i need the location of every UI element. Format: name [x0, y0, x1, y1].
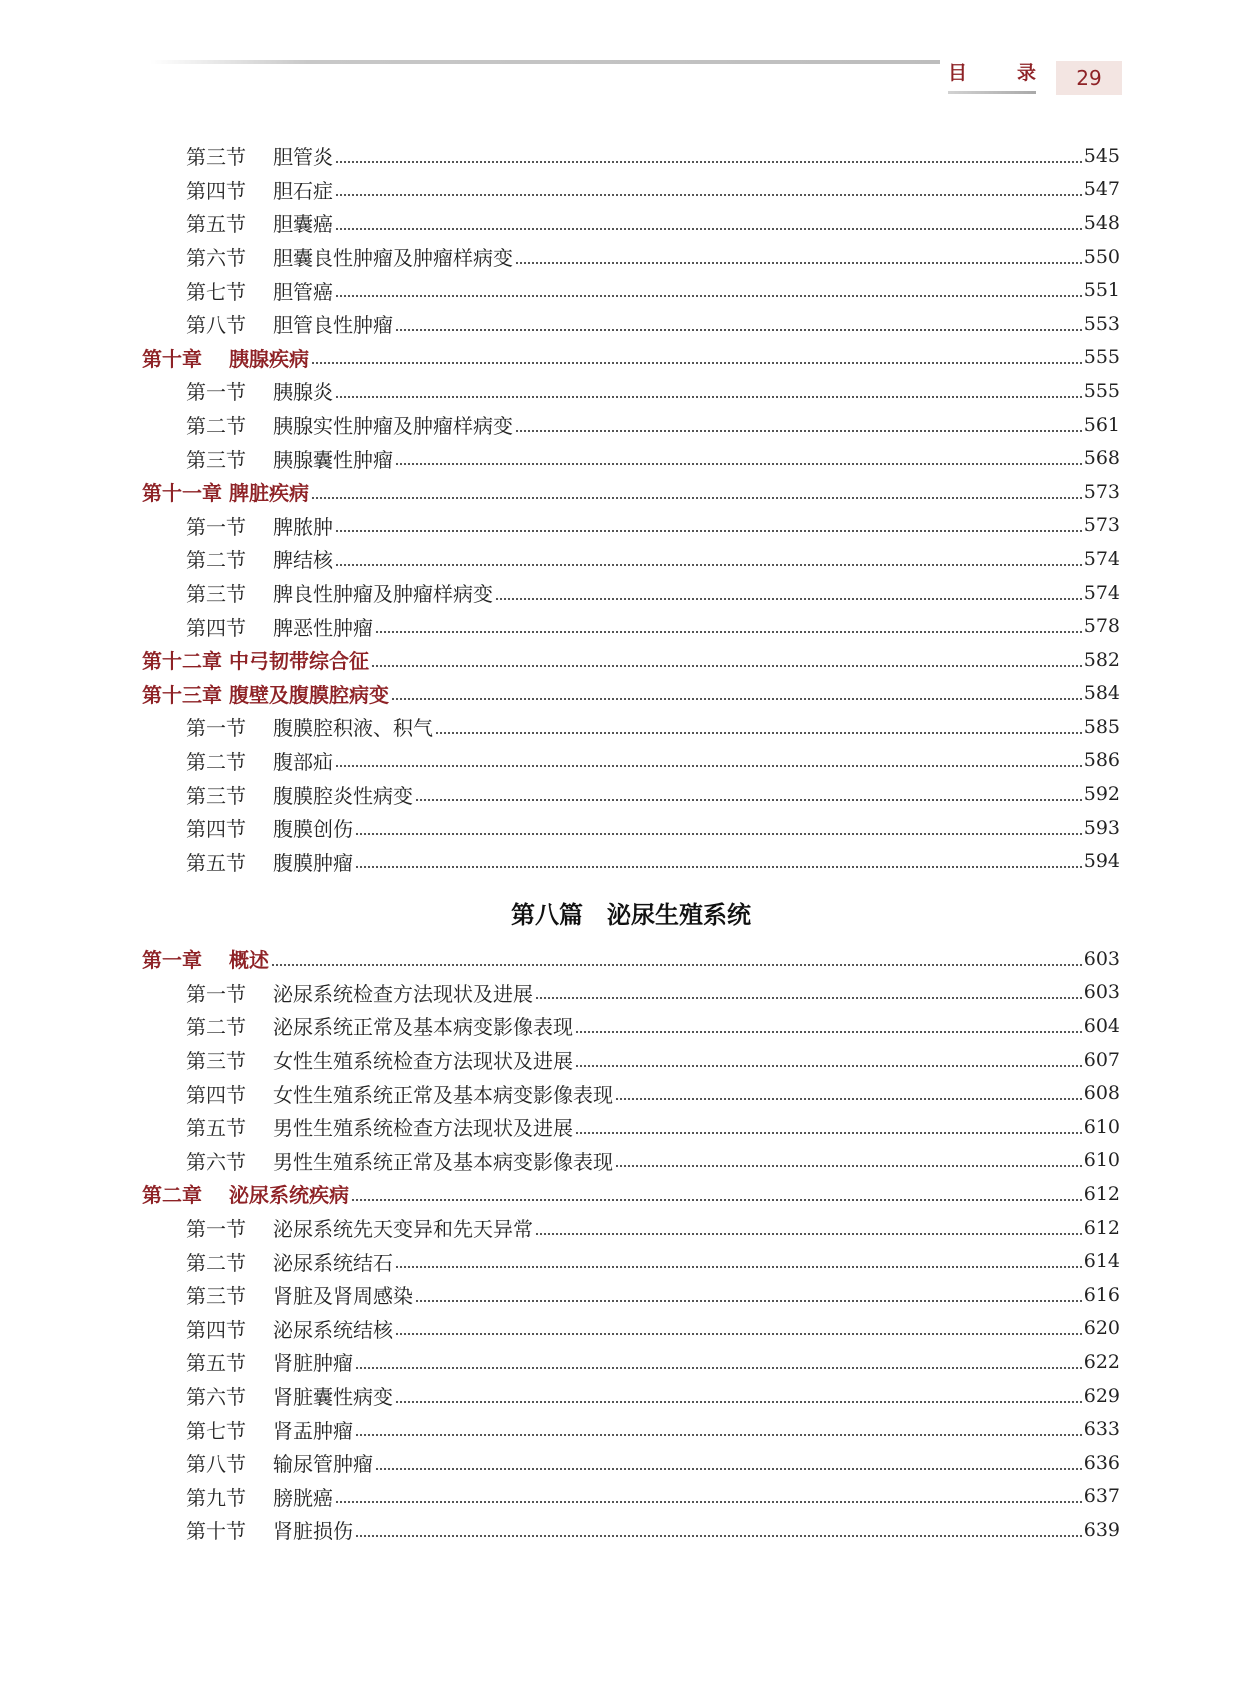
- toc-entry-page: 585: [1083, 715, 1120, 738]
- toc-entry-title: 膀胱癌: [273, 1485, 333, 1510]
- dot-leader: [336, 228, 1082, 230]
- dot-leader: [516, 262, 1082, 264]
- toc-entry-title: 腹膜创伤: [273, 817, 353, 842]
- toc-entry-number: 第十一章: [142, 481, 222, 506]
- toc-entry-number: 第一章: [142, 948, 202, 973]
- toc-entry-title: 胆囊癌: [273, 212, 333, 237]
- dot-leader: [352, 1199, 1082, 1201]
- toc-chapter-entry[interactable]: [142, 341, 1120, 375]
- toc-entry-number: 第五节: [186, 1116, 246, 1141]
- dot-leader: [576, 1065, 1082, 1067]
- dot-leader: [396, 1333, 1082, 1335]
- toc-entry-number: 第一节: [186, 716, 246, 741]
- toc-entry-page: 610: [1083, 1115, 1120, 1138]
- toc-entry-number: 第八节: [186, 1452, 246, 1477]
- toc-entry-title: 胰腺囊性肿瘤: [273, 447, 393, 472]
- toc-entry-page: 629: [1083, 1384, 1120, 1407]
- dot-leader: [336, 530, 1082, 532]
- toc-entry-number: 第二节: [186, 548, 246, 573]
- toc-entry-number: 第十三章: [142, 682, 222, 707]
- toc-entry-title: 腹膜肿瘤: [273, 850, 353, 875]
- toc-entry-title: 腹部疝: [273, 749, 333, 774]
- toc-section-entry[interactable]: [142, 1345, 1120, 1379]
- toc-entry-title: 胰腺炎: [273, 380, 333, 405]
- toc-section-entry[interactable]: [142, 1379, 1120, 1413]
- toc-entry-number: 第二章: [142, 1183, 202, 1208]
- toc-entry-number: 第一节: [186, 380, 246, 405]
- toc-entry-number: 第一节: [186, 981, 246, 1006]
- toc-entry-title: 腹壁及腹膜腔病变: [229, 682, 389, 707]
- toc-entry-number: 第十节: [186, 1519, 246, 1544]
- toc-entry-title: 肾脏肿瘤: [273, 1351, 353, 1376]
- header-title-char-1: 目: [948, 62, 968, 84]
- dot-leader: [576, 1132, 1082, 1134]
- toc-entry-page: 574: [1083, 547, 1120, 570]
- toc-chapter-entry[interactable]: [142, 677, 1120, 711]
- toc-entry-number: 第四节: [186, 178, 246, 203]
- toc-entry-page: 568: [1083, 447, 1120, 470]
- dot-leader: [336, 1501, 1082, 1503]
- toc-entry-title: 胆囊良性肿瘤及肿瘤样病变: [273, 246, 513, 271]
- toc-entry-number: 第二节: [186, 1015, 246, 1040]
- toc-entry-number: 第六节: [186, 1385, 246, 1410]
- toc-section-entry[interactable]: [142, 811, 1120, 845]
- toc-entry-page: 603: [1083, 981, 1120, 1004]
- toc-section-entry[interactable]: [142, 1110, 1120, 1144]
- toc-entry-title: 泌尿系统先天变异和先天异常: [273, 1217, 533, 1242]
- toc-entry-page: 633: [1083, 1418, 1120, 1441]
- dot-leader: [336, 564, 1082, 566]
- toc-entry-title: 肾脏损伤: [273, 1519, 353, 1544]
- toc-entry-title: 肾脏囊性病变: [273, 1385, 393, 1410]
- toc-entry-title: 中弓韧带综合征: [229, 649, 369, 674]
- toc-entry-page: 610: [1083, 1149, 1120, 1172]
- toc-entry-page: 551: [1083, 279, 1120, 302]
- toc-entry-page: 607: [1083, 1048, 1120, 1071]
- toc-entry-title: 脾恶性肿瘤: [273, 615, 373, 640]
- toc-entry-page: 604: [1083, 1014, 1120, 1037]
- page-number: 29: [1056, 61, 1122, 95]
- toc-section-entry[interactable]: [142, 509, 1120, 543]
- toc-entry-number: 第七节: [186, 1418, 246, 1443]
- toc-entry-number: 第三节: [186, 145, 246, 170]
- dot-leader: [396, 329, 1082, 331]
- dot-leader: [396, 463, 1082, 465]
- toc-entry-number: 第二节: [186, 414, 246, 439]
- toc-section-entry[interactable]: [142, 1480, 1120, 1514]
- toc-section-entry[interactable]: [142, 976, 1120, 1010]
- toc-entry-page: 573: [1083, 514, 1120, 537]
- toc-section-entry[interactable]: [142, 1043, 1120, 1077]
- toc-entry-page: 548: [1083, 211, 1120, 234]
- toc-list-bottom: [142, 942, 1120, 1547]
- toc-entry-number: 第五节: [186, 1351, 246, 1376]
- toc-entry-page: 637: [1083, 1485, 1120, 1508]
- toc-entry-page: 578: [1083, 615, 1120, 638]
- toc-section-entry[interactable]: [142, 307, 1120, 341]
- toc-entry-title: 输尿管肿瘤: [273, 1452, 373, 1477]
- toc-entry-title: 脾脏疾病: [229, 481, 309, 506]
- toc-entry-page: 603: [1083, 947, 1120, 970]
- toc-entry-number: 第三节: [186, 582, 246, 607]
- dot-leader: [356, 1535, 1082, 1537]
- toc-entry-number: 第四节: [186, 615, 246, 640]
- dot-leader: [536, 997, 1082, 999]
- dot-leader: [436, 732, 1082, 734]
- toc-chapter-entry[interactable]: [142, 942, 1120, 976]
- toc-entry-title: 胆石症: [273, 178, 333, 203]
- toc-entry-title: 男性生殖系统检查方法现状及进展: [273, 1116, 573, 1141]
- dot-leader: [516, 430, 1082, 432]
- dot-leader: [356, 833, 1082, 835]
- toc-list-top: [142, 139, 1120, 878]
- toc-entry-page: 622: [1083, 1350, 1120, 1373]
- toc-entry-title: 腹膜腔积液、积气: [273, 716, 433, 741]
- dot-leader: [356, 1367, 1082, 1369]
- toc-entry-title: 胆管癌: [273, 279, 333, 304]
- dot-leader: [336, 295, 1082, 297]
- toc-section-entry[interactable]: [142, 777, 1120, 811]
- dot-leader: [336, 765, 1082, 767]
- toc-section-entry[interactable]: [142, 1009, 1120, 1043]
- toc-section-entry[interactable]: [142, 1513, 1120, 1547]
- toc-entry-title: 肾脏及肾周感染: [273, 1284, 413, 1309]
- toc-entry-title: 脾结核: [273, 548, 333, 573]
- toc-entry-page: 594: [1083, 850, 1120, 873]
- toc-entry-number: 第四节: [186, 817, 246, 842]
- toc-entry-title: 泌尿系统检查方法现状及进展: [273, 981, 533, 1006]
- dot-leader: [396, 1266, 1082, 1268]
- toc-entry-page: 614: [1083, 1250, 1120, 1273]
- toc-section-entry[interactable]: [142, 173, 1120, 207]
- toc-entry-page: 573: [1083, 480, 1120, 503]
- toc-chapter-entry[interactable]: [142, 475, 1120, 509]
- toc-entry-page: 620: [1083, 1317, 1120, 1340]
- toc-entry-number: 第七节: [186, 279, 246, 304]
- dot-leader: [272, 964, 1082, 966]
- toc-entry-page: 639: [1083, 1518, 1120, 1541]
- dot-leader: [312, 497, 1082, 499]
- toc-section-entry[interactable]: [142, 206, 1120, 240]
- toc-entry-number: 第五节: [186, 850, 246, 875]
- toc-entry-number: 第五节: [186, 212, 246, 237]
- toc-entry-title: 泌尿系统结核: [273, 1317, 393, 1342]
- toc-section-entry[interactable]: [142, 1211, 1120, 1245]
- toc-entry-number: 第二节: [186, 1250, 246, 1275]
- toc-entry-number: 第四节: [186, 1317, 246, 1342]
- toc-entry-number: 第三节: [186, 783, 246, 808]
- dot-leader: [392, 698, 1082, 700]
- toc-entry-title: 胰腺实性肿瘤及肿瘤样病变: [273, 414, 513, 439]
- dot-leader: [376, 631, 1082, 633]
- toc-entry-number: 第一节: [186, 1217, 246, 1242]
- dot-leader: [416, 1300, 1082, 1302]
- toc-entry-number: 第三节: [186, 1049, 246, 1074]
- toc-entry-number: 第二节: [186, 749, 246, 774]
- toc-entry-title: 男性生殖系统正常及基本病变影像表现: [273, 1149, 613, 1174]
- toc-entry-page: 586: [1083, 749, 1120, 772]
- toc-section-entry[interactable]: [142, 1076, 1120, 1110]
- dot-leader: [336, 161, 1082, 163]
- toc-section-entry[interactable]: [142, 139, 1120, 173]
- dot-leader: [336, 396, 1082, 398]
- toc-entry-page: 584: [1083, 682, 1120, 705]
- toc-entry-page: 547: [1083, 178, 1120, 201]
- dot-leader: [616, 1098, 1082, 1100]
- dot-leader: [372, 665, 1082, 667]
- toc-entry-number: 第四节: [186, 1082, 246, 1107]
- dot-leader: [336, 194, 1082, 196]
- toc-section-entry[interactable]: [142, 844, 1120, 878]
- header-title: [948, 58, 1036, 92]
- toc-entry-page: 593: [1083, 816, 1120, 839]
- toc-entry-number: 第六节: [186, 1149, 246, 1174]
- toc-chapter-entry[interactable]: [142, 643, 1120, 677]
- toc-entry-page: 636: [1083, 1451, 1120, 1474]
- toc-entry-title: 女性生殖系统检查方法现状及进展: [273, 1049, 573, 1074]
- toc-entry-title: 女性生殖系统正常及基本病变影像表现: [273, 1082, 613, 1107]
- toc-section-entry[interactable]: [142, 1446, 1120, 1480]
- part-heading: 第八篇 泌尿生殖系统: [511, 900, 751, 929]
- toc-chapter-entry[interactable]: [142, 1177, 1120, 1211]
- toc-section-entry[interactable]: [142, 1278, 1120, 1312]
- toc-entry-page: 550: [1083, 245, 1120, 268]
- toc-section-entry[interactable]: [142, 1244, 1120, 1278]
- toc-entry-page: 545: [1083, 144, 1120, 167]
- toc-entry-title: 脾良性肿瘤及肿瘤样病变: [273, 582, 493, 607]
- toc-entry-number: 第六节: [186, 246, 246, 271]
- toc-entry-title: 概述: [229, 948, 269, 973]
- toc-section-entry[interactable]: [142, 744, 1120, 778]
- dot-leader: [396, 1401, 1082, 1403]
- toc-entry-page: 574: [1083, 581, 1120, 604]
- toc-entry-title: 胆管炎: [273, 145, 333, 170]
- toc-entry-number: 第三节: [186, 447, 246, 472]
- toc-entry-title: 胆管良性肿瘤: [273, 313, 393, 338]
- dot-leader: [356, 866, 1082, 868]
- toc-entry-page: 612: [1083, 1216, 1120, 1239]
- toc-section-entry[interactable]: [142, 273, 1120, 307]
- toc-entry-title: 脾脓肿: [273, 514, 333, 539]
- dot-leader: [416, 799, 1082, 801]
- toc-section-entry[interactable]: [142, 1312, 1120, 1346]
- toc-section-entry[interactable]: [142, 374, 1120, 408]
- toc-entry-page: 555: [1083, 346, 1120, 369]
- dot-leader: [376, 1468, 1082, 1470]
- toc-entry-title: 胰腺疾病: [229, 346, 309, 371]
- header-rule: [150, 60, 940, 64]
- toc-entry-page: 608: [1083, 1082, 1120, 1105]
- toc-entry-title: 泌尿系统疾病: [229, 1183, 349, 1208]
- header-title-char-2: 录: [1016, 62, 1036, 84]
- dot-leader: [356, 1434, 1082, 1436]
- toc-entry-number: 第八节: [186, 313, 246, 338]
- toc-entry-page: 553: [1083, 312, 1120, 335]
- toc-entry-page: 561: [1083, 413, 1120, 436]
- toc-entry-number: 第三节: [186, 1284, 246, 1309]
- dot-leader: [312, 362, 1082, 364]
- toc-section-entry[interactable]: [142, 710, 1120, 744]
- toc-entry-number: 第十章: [142, 346, 202, 371]
- toc-entry-number: 第一节: [186, 514, 246, 539]
- toc-entry-title: 泌尿系统结石: [273, 1250, 393, 1275]
- toc-section-entry[interactable]: [142, 576, 1120, 610]
- toc-section-entry[interactable]: [142, 542, 1120, 576]
- dot-leader: [536, 1233, 1082, 1235]
- toc-entry-page: 555: [1083, 379, 1120, 402]
- toc-section-entry[interactable]: [142, 1412, 1120, 1446]
- toc-entry-title: 肾盂肿瘤: [273, 1418, 353, 1443]
- toc-section-entry[interactable]: [142, 408, 1120, 442]
- toc-entry-page: 616: [1083, 1283, 1120, 1306]
- toc-entry-title: 腹膜腔炎性病变: [273, 783, 413, 808]
- toc-entry-title: 泌尿系统正常及基本病变影像表现: [273, 1015, 573, 1040]
- toc-section-entry[interactable]: [142, 609, 1120, 643]
- dot-leader: [616, 1165, 1082, 1167]
- header-title-underline: [948, 91, 1036, 94]
- toc-section-entry[interactable]: [142, 240, 1120, 274]
- toc-entry-page: 582: [1083, 648, 1120, 671]
- toc-entry-page: 612: [1083, 1182, 1120, 1205]
- dot-leader: [576, 1031, 1082, 1033]
- toc-entry-number: 第十二章: [142, 649, 222, 674]
- dot-leader: [496, 598, 1082, 600]
- toc-entry-page: 592: [1083, 783, 1120, 806]
- toc-section-entry[interactable]: [142, 441, 1120, 475]
- toc-entry-number: 第九节: [186, 1485, 246, 1510]
- toc-section-entry[interactable]: [142, 1144, 1120, 1178]
